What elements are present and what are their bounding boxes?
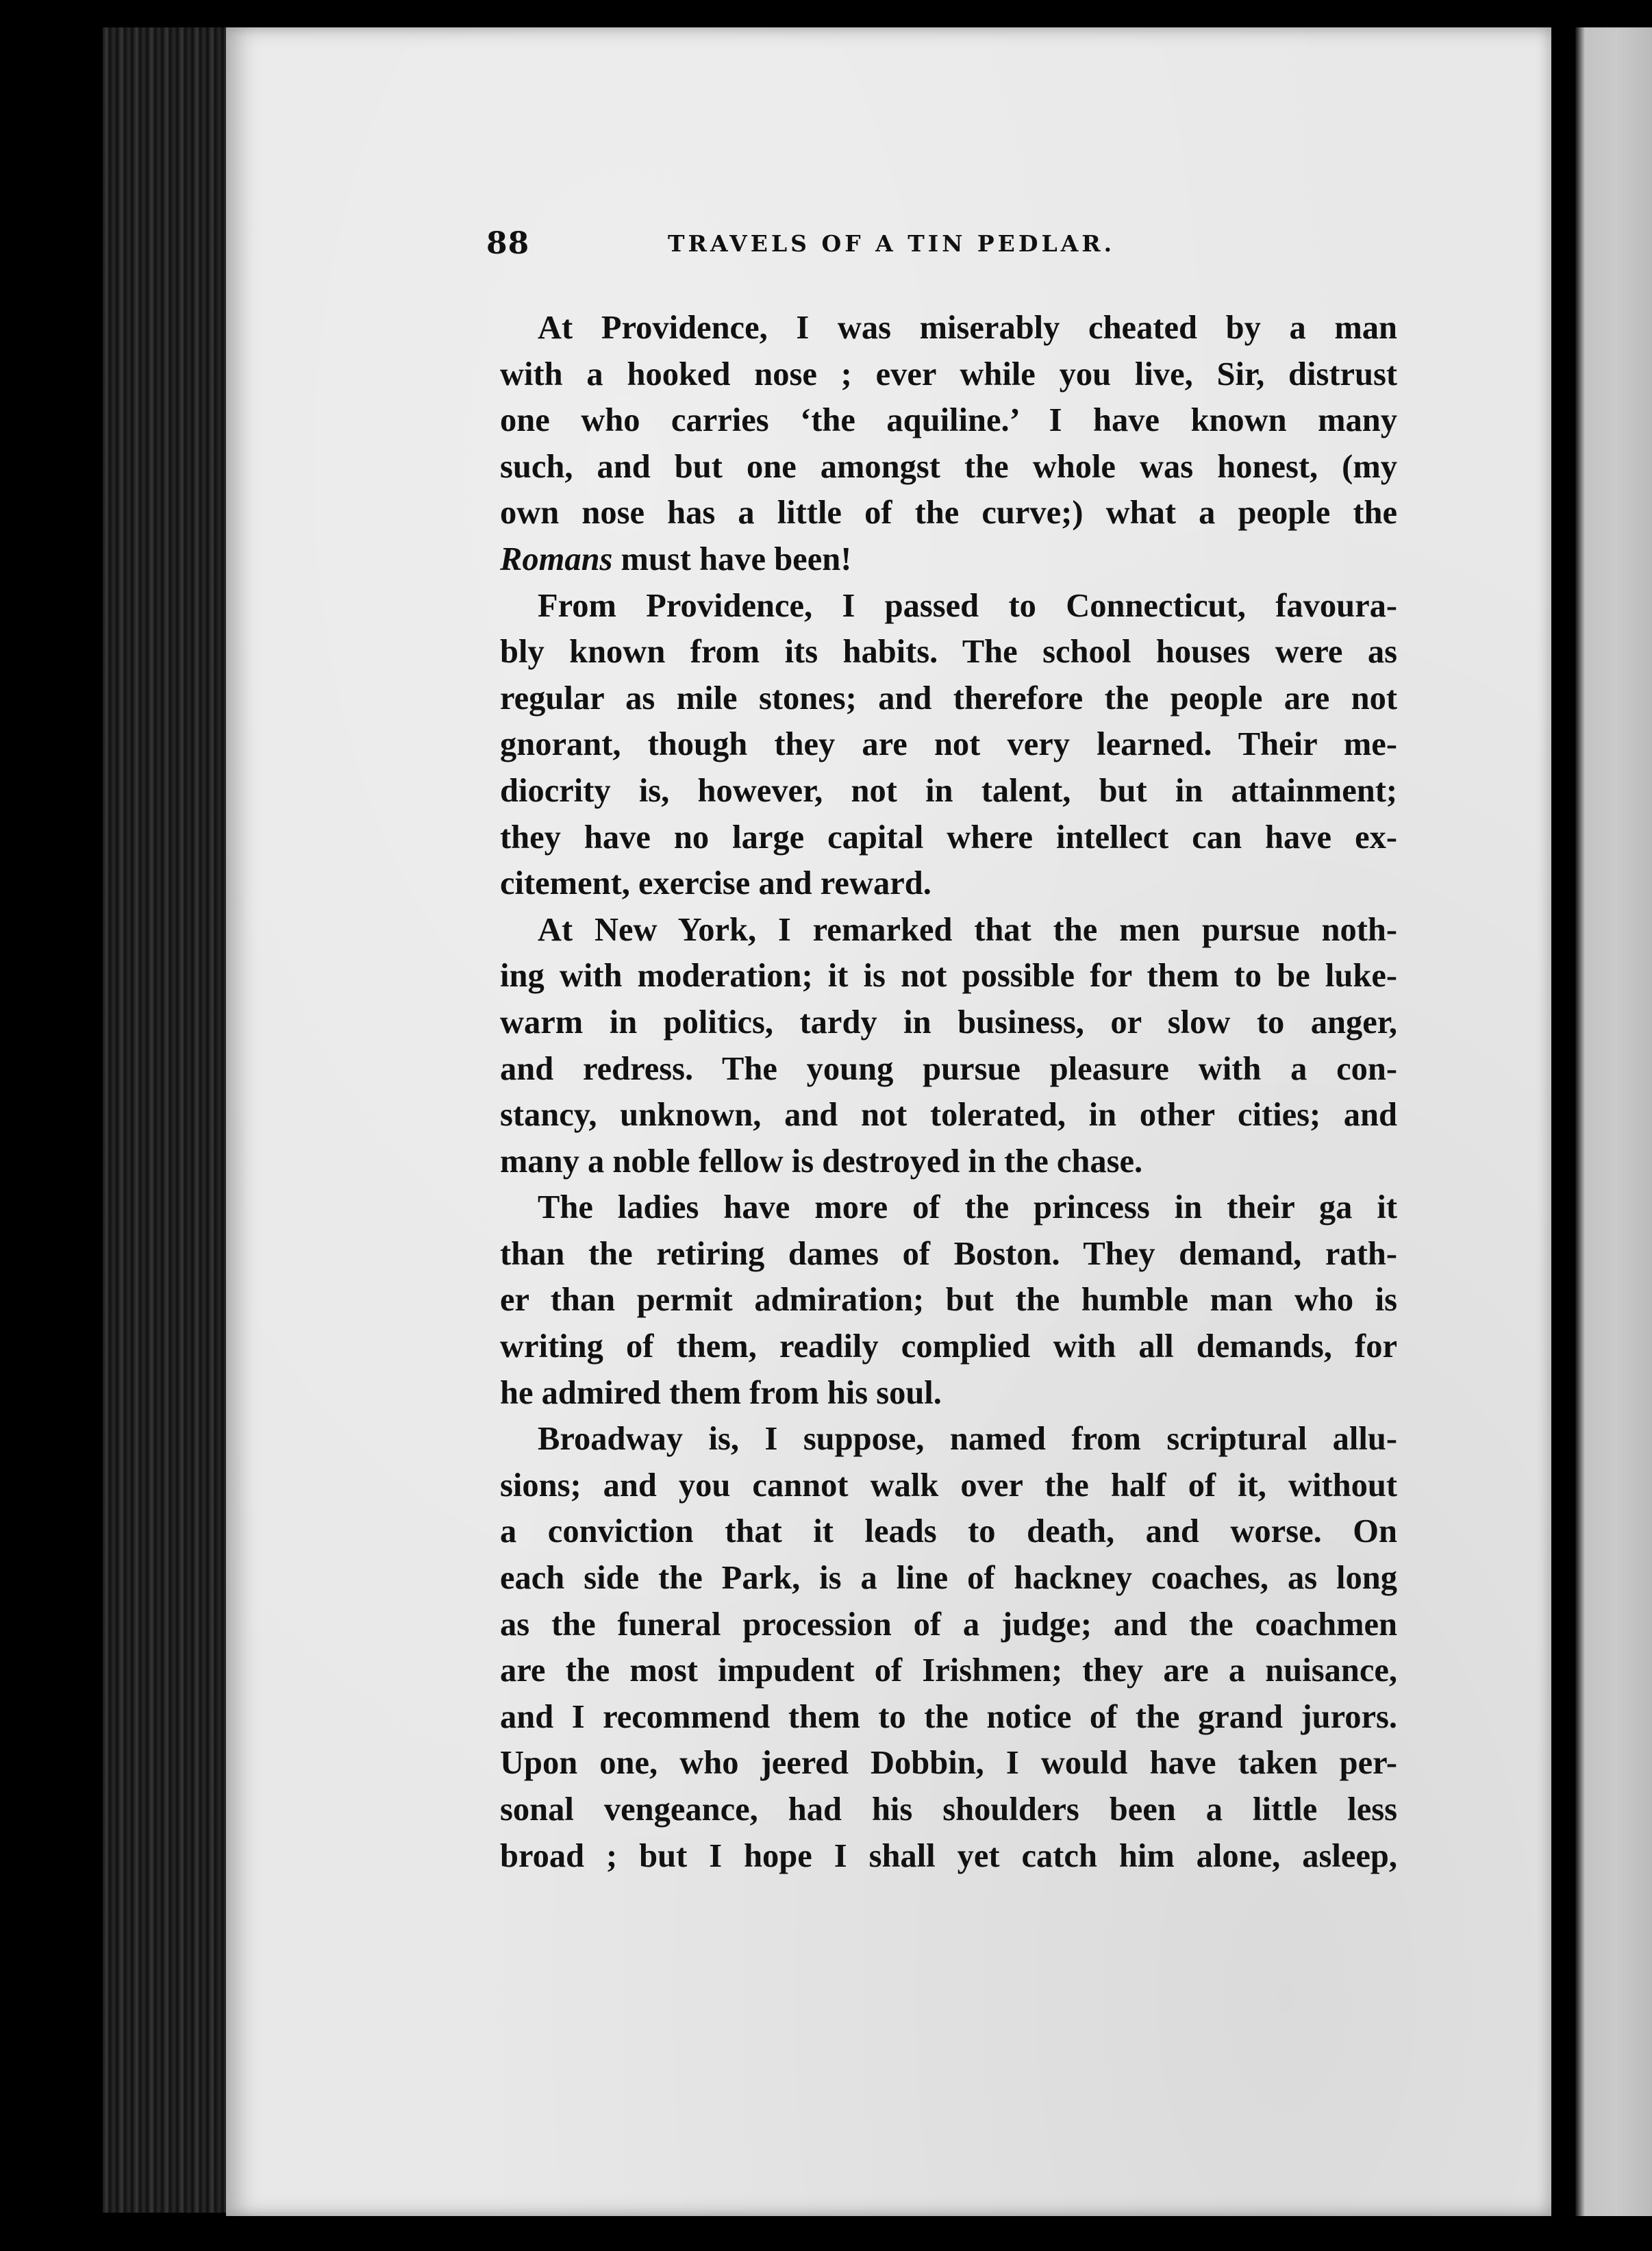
text-line-content: are the most impudent of Irishmen; they are a nuisance, (500, 1652, 1397, 1689)
text-line (500, 1323, 1397, 1370)
text-line (500, 675, 1397, 722)
book-binding-edge (103, 27, 233, 2213)
text-line (500, 629, 1397, 675)
text-line-content: many a noble fellow is destroyed in the chase. (500, 1143, 1143, 1180)
text-line (500, 1416, 1397, 1463)
text-line (500, 768, 1397, 814)
text-line-content: than the retiring dames of Boston. They demand, rath- (500, 1235, 1397, 1272)
text-line (500, 1370, 1397, 1417)
text-line-content: From Providence, I passed to Connecticut, favoura- (538, 587, 1397, 624)
running-title: TRAVELS OF A TIN PEDLAR. (668, 230, 1116, 257)
page-number: 88 (486, 226, 530, 261)
text-line (500, 397, 1397, 444)
text-line-content: writing of them, readily complied with all demands, for (500, 1328, 1397, 1365)
text-line-content: with a hooked nose ; ever while you live, Sir, distrust (500, 356, 1397, 393)
text-line (500, 1787, 1397, 1833)
text-line-content: diocrity is, however, not in talent, but in attainment; (500, 772, 1397, 809)
text-line (500, 490, 1397, 536)
text-line (500, 351, 1397, 398)
text-line (500, 1508, 1397, 1555)
page-header (486, 226, 1404, 267)
text-line-content: citement, exercise and reward. (500, 865, 931, 902)
text-line-content: as the funeral procession of a judge; and the coachmen (500, 1606, 1397, 1643)
text-line-content: own nose has a little of the curve;) what a people the (500, 495, 1397, 532)
text-line-content: bly known from its habits. The school houses were as (500, 634, 1397, 671)
body-text (500, 305, 1397, 1879)
text-line (500, 1092, 1397, 1139)
text-line-content: At New York, I remarked that the men pursue noth- (538, 911, 1397, 948)
text-line (500, 305, 1397, 351)
text-line (500, 1046, 1397, 1093)
text-line (500, 1647, 1397, 1694)
text-line (500, 583, 1397, 630)
text-line (500, 860, 1397, 907)
text-line-content: er than permit admiration; but the humble man who is (500, 1282, 1397, 1319)
text-line (500, 721, 1397, 768)
text-line-content: one who carries ‘the aquiline.’ I have known many (500, 402, 1397, 439)
text-line (500, 1555, 1397, 1602)
text-line (500, 814, 1397, 861)
text-line-content: ing with moderation; it is not possible for them to be luke- (500, 958, 1397, 995)
text-line-content: warm in politics, tardy in business, or slow to anger, (500, 1004, 1397, 1041)
text-line-content: gnorant, though they are not very learned. Their me- (500, 726, 1397, 763)
text-line-content: The ladies have more of the princess in their ga it (538, 1189, 1397, 1226)
text-line-content: stancy, unknown, and not tolerated, in other cities; and (500, 1097, 1397, 1134)
text-line (500, 1231, 1397, 1278)
text-line-content: regular as mile stones; and therefore the people are not (500, 680, 1397, 717)
italic-word: Romans (500, 540, 613, 577)
text-line-content: sonal vengeance, had his shoulders been a little less (500, 1791, 1397, 1828)
text-line-content: he admired them from his soul. (500, 1374, 942, 1411)
text-line (500, 1694, 1397, 1741)
text-line-content: Upon one, who jeered Dobbin, I would have taken per- (500, 1745, 1397, 1782)
text-line (500, 1740, 1397, 1787)
text-line-content: a conviction that it leads to death, and worse. On (500, 1513, 1397, 1550)
text-line (500, 907, 1397, 954)
text-line-content: and I recommend them to the notice of the grand jurors. (500, 1698, 1397, 1735)
text-line (500, 1602, 1397, 1648)
text-line (500, 536, 1397, 583)
text-line (500, 1833, 1397, 1880)
text-line-content: must have been! (621, 540, 852, 577)
text-line (500, 444, 1397, 490)
text-line-content: each side the Park, is a line of hackney coaches, as long (500, 1560, 1397, 1597)
text-line (500, 1277, 1397, 1323)
text-line-content: sions; and you cannot walk over the half of it, without (500, 1467, 1397, 1504)
text-line (500, 1463, 1397, 1509)
text-line-content: broad ; but I hope I shall yet catch him alone, asleep, (500, 1837, 1397, 1874)
text-line (500, 999, 1397, 1046)
text-line-content: such, and but one amongst the whole was honest, (my (500, 448, 1397, 485)
text-line (500, 1139, 1397, 1185)
text-line (500, 1184, 1397, 1231)
facing-page-edge (1575, 27, 1652, 2216)
text-line-content: Broadway is, I suppose, named from scriptural allu- (538, 1421, 1397, 1458)
text-line (500, 953, 1397, 999)
text-line-content: and redress. The young pursue pleasure with a con- (500, 1050, 1397, 1087)
text-line-content: At Providence, I was miserably cheated by a man (538, 310, 1397, 346)
text-line-content: they have no large capital where intellect can have ex- (500, 819, 1397, 856)
